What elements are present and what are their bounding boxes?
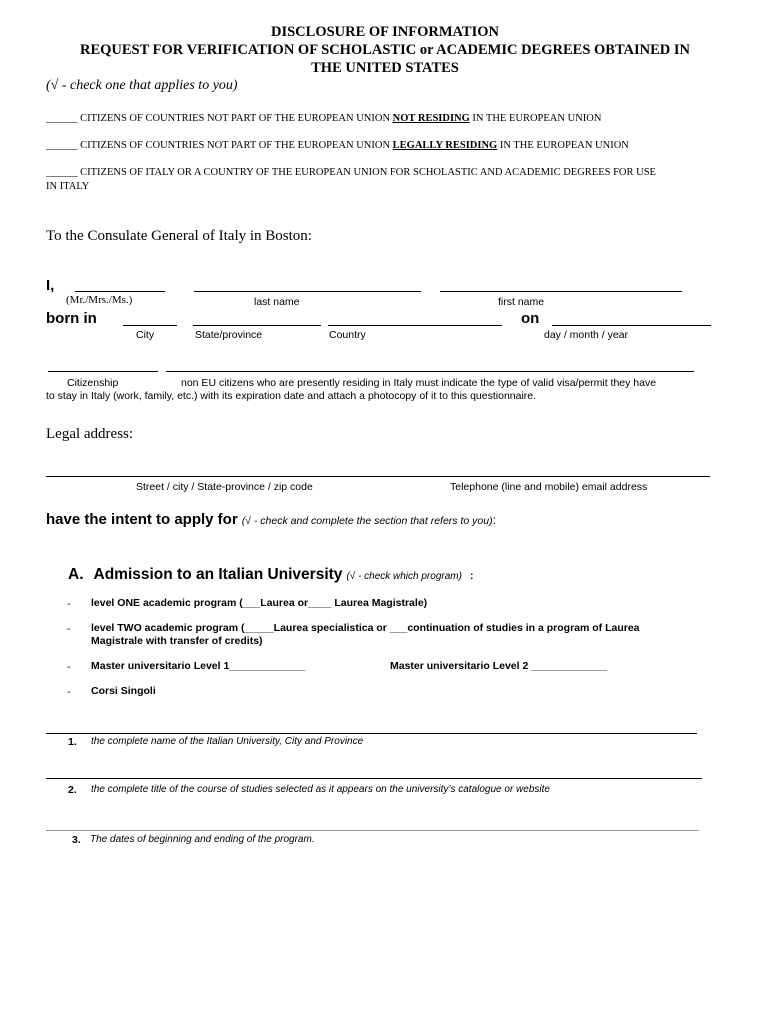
master-level-1[interactable]: Master universitario Level 1_____________ (91, 660, 306, 672)
visa-note: non EU citizens who are presently residing in Italy must indicate the type of valid visa/permit they have (181, 377, 657, 389)
i-label: I, (46, 277, 55, 294)
section-letter: A. (68, 566, 84, 583)
visa-permit-field[interactable] (166, 371, 694, 372)
section-title: Admission to an Italian University (93, 566, 343, 583)
citizenship-label: Citizenship (67, 377, 119, 389)
option-non-eu-legally-residing[interactable]: ______ CITIZENS OF COUNTRIES NOT PART OF THE EUROPEAN UNION LEGALLY RESIDING IN THE EUROPEAN UNION (46, 140, 629, 151)
visa-note-2: to stay in Italy (work, family, etc.) with its expiration date and attach a photocopy of it to this questionnaire. (46, 390, 537, 402)
intent-heading: have the intent to apply for (46, 511, 238, 528)
last-name-field[interactable] (194, 291, 421, 292)
phone-label: Telephone (line and mobile) email address (450, 481, 648, 493)
country-field[interactable] (328, 325, 502, 326)
date-label: day / month / year (544, 329, 629, 341)
section-a-heading: A. Admission to an Italian University (√ - check which program) : (68, 566, 474, 583)
section-note: (√ - check which program) (346, 571, 462, 582)
bullet: - (67, 598, 71, 610)
option-blank[interactable]: ______ (46, 167, 78, 178)
city-label: City (136, 329, 155, 341)
item-number: 2. (68, 784, 77, 796)
course-title-label: the complete title of the course of studies selected as it appears on the university’s catalogue or website (91, 784, 550, 795)
item-number: 1. (68, 736, 77, 748)
option-blank[interactable]: ______ (46, 140, 78, 151)
legal-address-heading: Legal address: (46, 426, 134, 442)
option-eu-citizen[interactable]: ______ CITIZENS OF ITALY OR A COUNTRY OF THE EUROPEAN UNION FOR SCHOLASTIC AND ACADEMIC DEGREES FOR USE (46, 167, 656, 178)
program-level-two-line2: Magistrale with transfer of credits) (91, 635, 263, 647)
university-name-label: the complete name of the Italian University, City and Province (91, 736, 364, 747)
bullet: - (67, 623, 71, 635)
title-label: (Mr./Mrs./Ms.) (66, 294, 133, 306)
first-name-field[interactable] (440, 291, 682, 292)
intent-line: have the intent to apply for (√ - check and complete the section that refers to you): (46, 511, 496, 528)
option-blank[interactable]: ______ (46, 113, 78, 124)
addressee: To the Consulate General of Italy in Boston: (46, 228, 312, 244)
born-label: born in (46, 310, 97, 327)
corsi-singoli[interactable]: Corsi Singoli (91, 685, 156, 697)
check-note: (√ - check one that applies to you) (46, 78, 238, 93)
birth-date-field[interactable] (552, 325, 711, 326)
intent-note: (√ - check and complete the section that refers to you) (241, 515, 493, 527)
university-name-field[interactable] (46, 733, 697, 734)
course-title-field[interactable] (46, 778, 702, 779)
state-label: State/province (195, 329, 263, 341)
street-label: Street / city / State-province / zip code (136, 481, 313, 493)
citizenship-field[interactable] (48, 371, 158, 372)
form-title: DISCLOSURE OF INFORMATION (271, 24, 499, 40)
country-label: Country (329, 329, 366, 341)
option-eu-citizen-line2: IN ITALY (46, 181, 90, 192)
legal-address-field[interactable] (46, 476, 710, 477)
option-non-eu-not-residing[interactable]: ______ CITIZENS OF COUNTRIES NOT PART OF THE EUROPEAN UNION NOT RESIDING IN THE EUROPEAN UNION (46, 113, 602, 124)
master-level-2[interactable]: Master universitario Level 2 _____________ (390, 660, 608, 672)
bullet: - (67, 686, 71, 698)
last-name-label: last name (254, 296, 300, 308)
city-field[interactable] (123, 325, 177, 326)
program-level-two[interactable]: level TWO academic program (_____Laurea specialistica or ___continuation of studies in a program of Laurea (91, 622, 640, 634)
item-number: 3. (72, 834, 81, 846)
form-subtitle: REQUEST FOR VERIFICATION OF SCHOLASTIC or ACADEMIC DEGREES OBTAINED IN (79, 42, 691, 58)
program-level-one[interactable]: level ONE academic program (___Laurea or____ Laurea Magistrale) (91, 597, 428, 609)
bullet: - (67, 661, 71, 673)
first-name-label: first name (498, 296, 545, 308)
title-field[interactable] (75, 291, 165, 292)
on-label: on (521, 310, 540, 327)
state-field[interactable] (193, 325, 321, 326)
program-dates-field[interactable] (46, 830, 699, 831)
program-dates-label: The dates of beginning and ending of the program. (90, 834, 315, 845)
form-subtitle-2: THE UNITED STATES (311, 60, 459, 76)
